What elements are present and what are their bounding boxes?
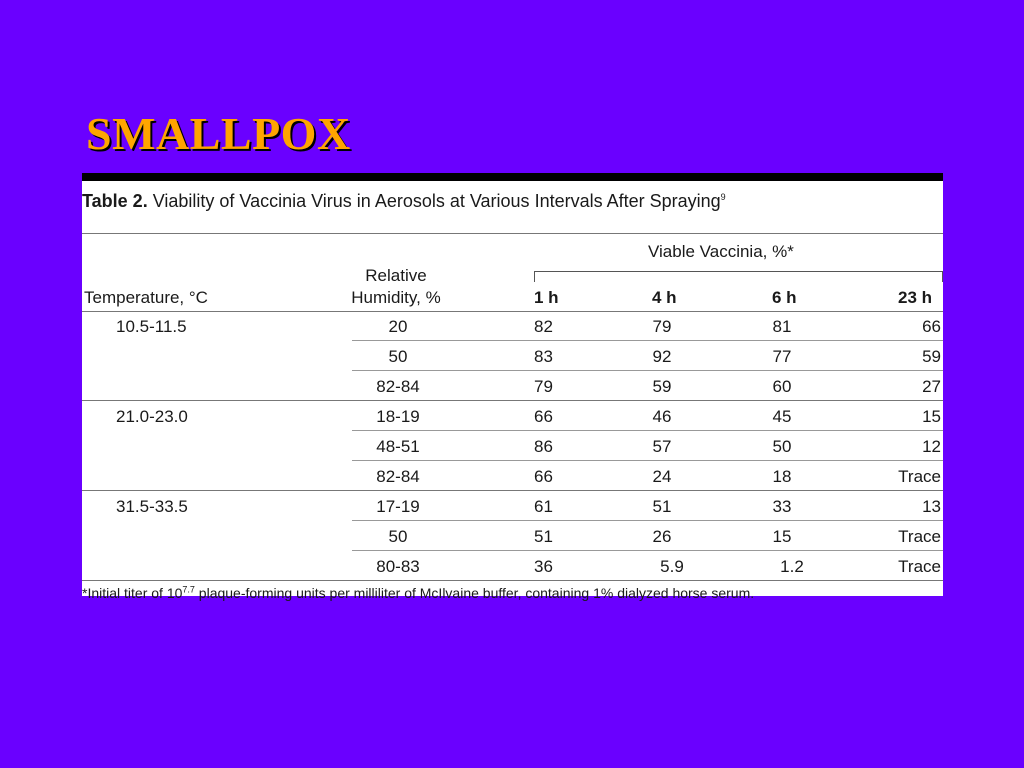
cell-temp: 31.5-33.5 [116, 497, 188, 516]
group-rule [82, 400, 943, 401]
slide-title: SMALLPOX [86, 108, 351, 159]
cell-humidity: 82-84 [376, 377, 420, 396]
cell-6h: 33 [772, 497, 792, 516]
footnote-exponent: 7.7 [182, 584, 195, 595]
cell-4h: 5.9 [660, 557, 684, 576]
cell-humidity: 20 [388, 317, 408, 336]
cell-1h: 61 [534, 497, 553, 516]
bottom-rule [82, 580, 943, 581]
caption-rule [82, 233, 943, 234]
cell-6h: 50 [772, 437, 792, 456]
table-caption-lead: Table 2. [82, 191, 148, 211]
group-bracket [534, 271, 943, 282]
cell-temp: 10.5-11.5 [116, 317, 187, 336]
footnote-pre: *Initial titer of 10 [82, 585, 183, 601]
col-header-temperature: Temperature, °C [84, 288, 208, 307]
col-header-humidity-2: Humidity, % [351, 288, 441, 307]
cell-humidity: 17-19 [376, 497, 420, 516]
cell-23h: 13 [922, 497, 941, 516]
row-rule [352, 550, 943, 551]
cell-6h: 77 [772, 347, 792, 366]
cell-23h: 12 [922, 437, 941, 456]
cell-humidity: 18-19 [376, 407, 420, 426]
row-rule [352, 520, 943, 521]
cell-humidity: 82-84 [376, 467, 420, 486]
cell-6h: 81 [772, 317, 792, 336]
cell-4h: 26 [652, 527, 672, 546]
cell-23h: Trace [898, 557, 941, 576]
cell-23h: 15 [922, 407, 941, 426]
cell-1h: 66 [534, 407, 553, 426]
cell-6h: 60 [772, 377, 792, 396]
col-header-1h: 1 h [534, 288, 559, 307]
table-figure [82, 173, 943, 601]
table-caption [82, 191, 726, 212]
group-header: Viable Vaccinia, %* [648, 242, 794, 261]
cell-1h: 86 [534, 437, 553, 456]
col-header-6h: 6 h [772, 288, 797, 307]
row-rule [352, 430, 943, 431]
header-rule [82, 311, 943, 312]
cell-23h: 27 [922, 377, 941, 396]
cell-1h: 36 [534, 557, 553, 576]
col-header-23h: 23 h [898, 288, 933, 307]
cell-humidity: 80-83 [376, 557, 420, 576]
cell-temp: 21.0-23.0 [116, 407, 188, 426]
cell-humidity: 50 [388, 527, 408, 546]
cell-4h: 46 [652, 407, 672, 426]
cell-23h: 59 [922, 347, 941, 366]
cell-humidity: 48-51 [376, 437, 420, 456]
cell-1h: 66 [534, 467, 553, 486]
row-rule [352, 340, 943, 341]
cell-humidity: 50 [388, 347, 408, 366]
cell-23h: Trace [898, 527, 941, 546]
cell-6h: 18 [772, 467, 792, 486]
cell-1h: 82 [534, 317, 553, 336]
row-rule [352, 370, 943, 371]
footnote-post: plaque-forming units per milliliter of McIlvaine buffer, containing 1% dialyzed horse serum. [194, 585, 755, 601]
cell-23h: Trace [898, 467, 941, 486]
cell-4h: 59 [652, 377, 672, 396]
table-footnote [82, 585, 754, 601]
cell-23h: 66 [922, 317, 941, 336]
cell-1h: 79 [534, 377, 553, 396]
group-rule [82, 490, 943, 491]
row-rule [352, 460, 943, 461]
cell-6h: 45 [772, 407, 792, 426]
cell-6h: 1.2 [780, 557, 804, 576]
col-header-humidity-1: Relative [365, 266, 427, 285]
cell-4h: 57 [652, 437, 672, 456]
cell-1h: 83 [534, 347, 553, 366]
col-header-4h: 4 h [652, 288, 677, 307]
table-caption-ref: 9 [720, 192, 726, 202]
cell-4h: 24 [652, 467, 672, 486]
cell-1h: 51 [534, 527, 553, 546]
cell-6h: 15 [772, 527, 792, 546]
cell-4h: 92 [652, 347, 672, 366]
table-caption-text: Viability of Vaccinia Virus in Aerosols at Various Intervals After Spraying [147, 191, 721, 211]
cell-4h: 79 [652, 317, 672, 336]
cell-4h: 51 [652, 497, 672, 516]
